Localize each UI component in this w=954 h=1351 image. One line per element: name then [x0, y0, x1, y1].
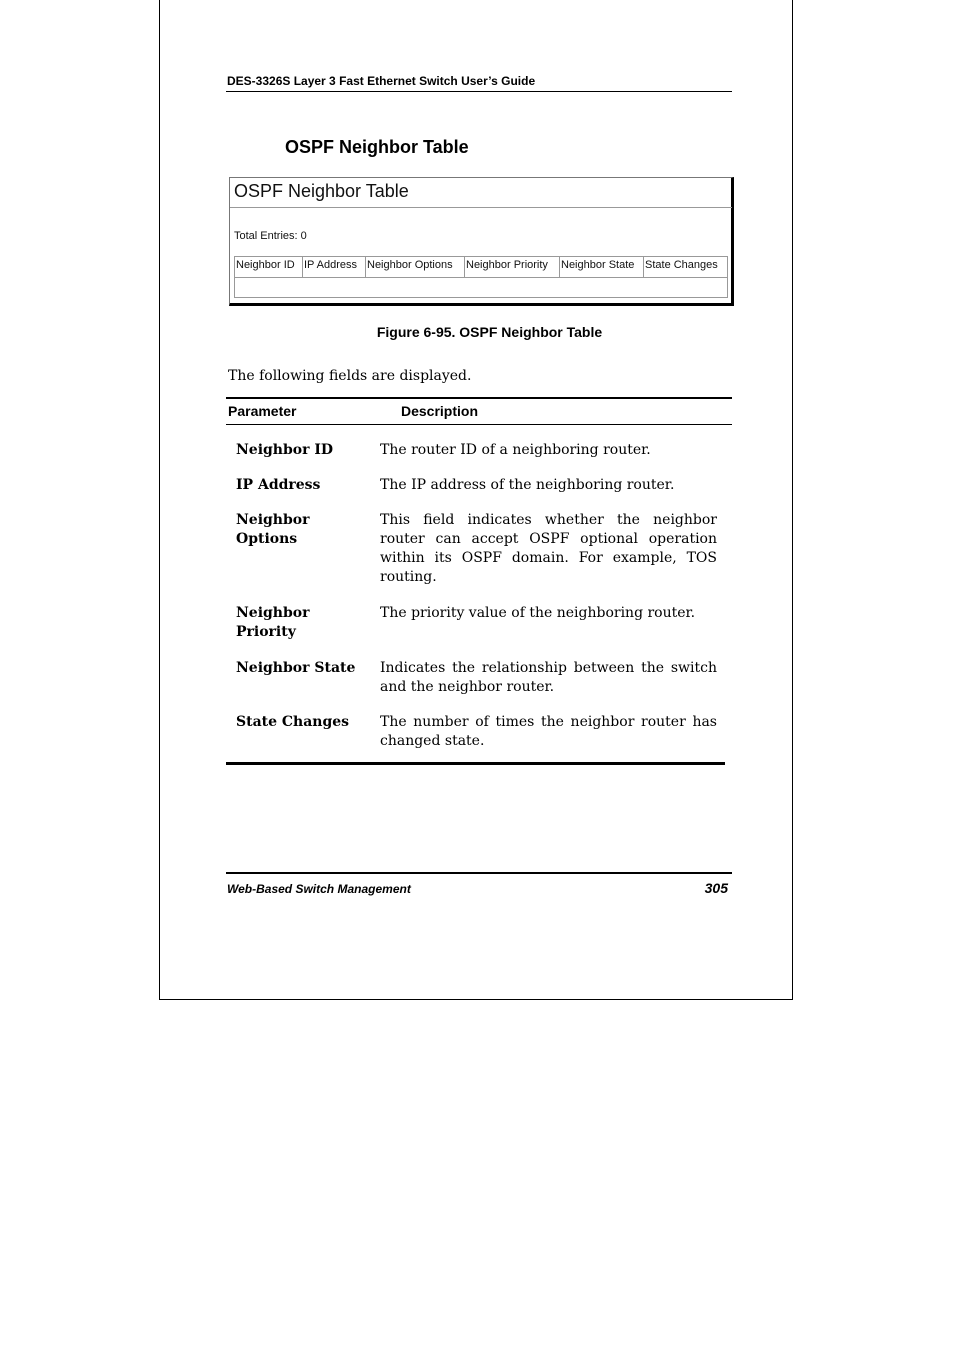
column-header-neighbor-priority: Neighbor Priority [465, 257, 560, 277]
param-name: Neighbor Priority [236, 605, 310, 640]
param-description: The IP address of the neighboring router. [380, 477, 675, 493]
param-column-header: Parameter [228, 403, 297, 419]
param-description: The priority value of the neighboring router. [380, 605, 696, 621]
intro-text: The following fields are displayed. [228, 368, 472, 384]
param-name: IP Address [236, 477, 321, 493]
description-column-header: Description [401, 403, 479, 419]
param-description: Indicates the relationship between the switch and the neighbor router. [380, 660, 717, 695]
param-description: The router ID of a neighboring router. [380, 442, 651, 458]
column-header-state-changes: State Changes [645, 259, 718, 271]
param-table-top-rule [226, 397, 732, 399]
footer-title: Web-Based Switch Management [227, 882, 411, 896]
guide-header: DES-3326S Layer 3 Fast Ethernet Switch User’s Guide [227, 74, 536, 88]
screenshot-title: OSPF Neighbor Table [234, 181, 409, 201]
screenshot-divider [230, 207, 732, 208]
param-table-bottom-rule [226, 762, 725, 765]
param-name: Neighbor Options [236, 512, 310, 547]
section-title: OSPF Neighbor Table [285, 137, 469, 157]
param-table-header-rule [226, 424, 732, 425]
page-border [159, 0, 793, 1000]
param-description: This field indicates whether the neighbor router can accept OSPF optional operation within its OSPF domain. For example, TOS routing. [380, 512, 717, 585]
param-name: State Changes [236, 714, 350, 730]
footer-rule [226, 872, 732, 874]
total-entries-label: Total Entries: 0 [234, 230, 307, 242]
neighbor-table [234, 256, 728, 298]
column-header-neighbor-state: Neighbor State [560, 257, 644, 277]
header-rule [226, 91, 732, 92]
param-description: The number of times the neighbor router has changed state. [380, 714, 717, 749]
figure-caption: Figure 6-95. OSPF Neighbor Table [376, 324, 603, 340]
param-name: Neighbor State [236, 660, 356, 676]
column-header-neighbor-id: Neighbor ID [235, 257, 303, 277]
column-header-neighbor-options: Neighbor Options [366, 257, 465, 277]
column-header-ip-address: IP Address [303, 257, 366, 277]
page-number: 305 [704, 880, 728, 896]
ospf-neighbor-table-screenshot [229, 177, 734, 306]
neighbor-table-header-row [235, 257, 727, 278]
param-name: Neighbor ID [236, 442, 334, 458]
